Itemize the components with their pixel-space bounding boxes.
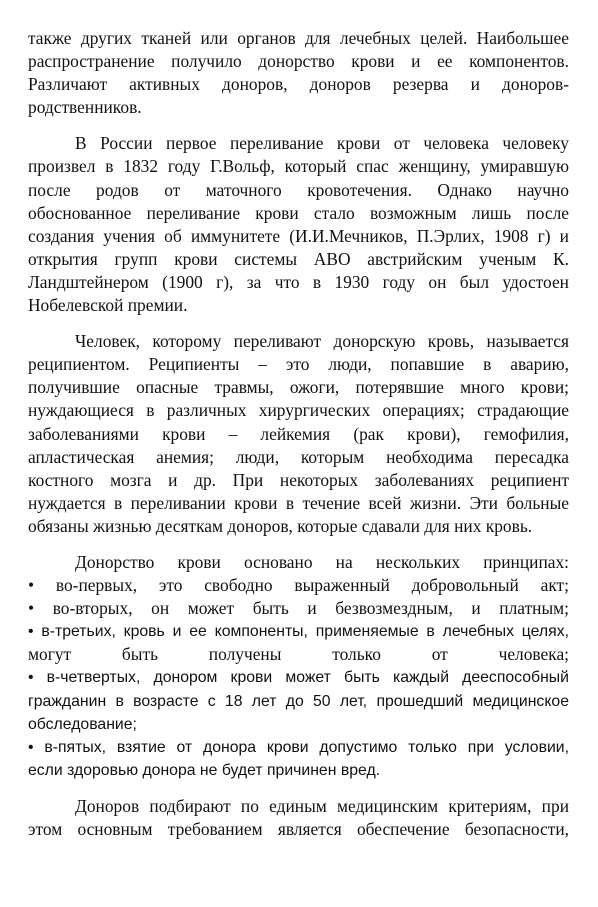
text-line: нуждается в переливании крови в течение всей жизни. Эти больные (28, 492, 569, 513)
text-line: Доноров подбирают по единым медицинским критериям, при (75, 795, 569, 816)
text-line: костного мозга и др. При некоторых заболеваниях реципиент (28, 469, 569, 490)
paragraph-recipients (28, 330, 569, 538)
paragraph-donor-selection (28, 795, 569, 841)
text-line: Ландштейнером (1900 г), за что в 1930 году он был удостоен (28, 271, 569, 292)
text-line: обязаны жизнью десяткам доноров, которые сдавали для них кровь. (28, 515, 533, 536)
text-line: гражданин в возрасте с 18 лет до 50 лет, прошедший медицинское (28, 692, 569, 710)
text-line: Различают активных доноров, доноров резерва и доноров- (28, 74, 569, 95)
text-line: произвел в 1832 году Г.Вольф, который спас женщину, умиравшую (28, 156, 569, 177)
text-line: нуждающиеся в различных хирургических операциях; страдающие (28, 400, 569, 421)
text-line: обследование; (28, 715, 137, 733)
document-page (28, 27, 569, 854)
text-line: Человек, которому переливают донорскую кровь, называется (75, 331, 569, 352)
list-item: • в-пятых, взятие от донора крови допустимо только при условии, (28, 738, 569, 756)
text-line: Донорство крови основано на нескольких принципах: (75, 551, 569, 572)
text-line: открытия групп крови системы АВО австрийским ученым К. (28, 248, 569, 269)
paragraph-donation-principles (28, 551, 569, 782)
text-line: Нобелевской премии. (28, 295, 188, 316)
text-line: получившие опасные травмы, ожоги, потерявшие много крови; (28, 377, 569, 398)
text-line: родственников. (28, 97, 142, 118)
text-line: если здоровью донора не будет причинен вред. (28, 761, 381, 779)
text-line: также других тканей или органов для лечебных целей. Наибольшее (28, 28, 569, 48)
paragraph-history-russia (28, 132, 569, 317)
list-item: • во-вторых, он может быть и безвозмездным, и платным; (28, 598, 569, 619)
text-line: В России первое переливание крови от человека человеку (75, 133, 569, 154)
text-line: заболеваниями крови – лейкемия (рак крови), гемофилия, (28, 423, 569, 444)
list-item: • в-четвертых, донором крови может быть каждый дееспособный (28, 669, 569, 687)
text-line: после родов от маточного кровотечения. Однако научно (28, 179, 569, 200)
text-line: апластическая анемия; люди, которым необходима пересадка (28, 446, 569, 467)
text-line: обоснованное переливание крови стало возможным лишь после (28, 202, 569, 223)
text-line: распространение получило донорство крови и ее компонентов. (28, 51, 569, 72)
text-line: могут быть получены только от человека; (28, 644, 569, 665)
list-item: • во-первых, это свободно выраженный добровольный акт; (28, 575, 569, 596)
text-line: создания учения об иммунитете (И.И.Мечников, П.Эрлих, 1908 г) и (28, 225, 569, 246)
paragraph-donation-types (28, 27, 569, 119)
text-line: реципиентом. Реципиенты – это люди, попавшие в аварию, (28, 354, 569, 375)
text-line: этом основным требованием является обеспечение безопасности, (28, 819, 569, 839)
list-item: • в-третьих, кровь и ее компоненты, применяемые в лечебных целях, (28, 623, 569, 641)
